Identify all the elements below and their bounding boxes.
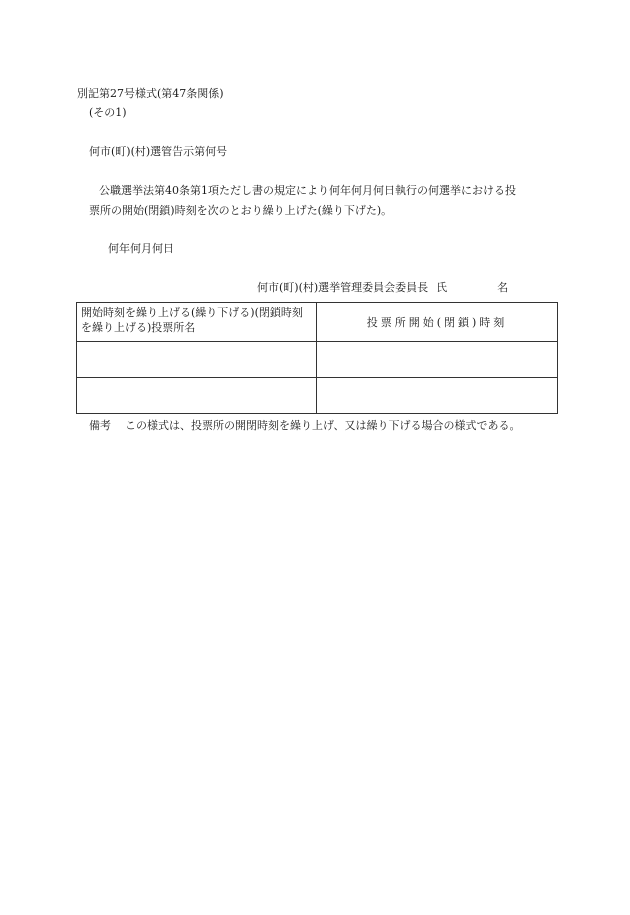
remarks-label: 備考 xyxy=(89,419,111,432)
table-row xyxy=(77,378,558,414)
polling-station-table xyxy=(76,302,558,414)
remarks-text: この様式は、投票所の開閉時刻を繰り上げ、又は繰り下げる場合の様式である。 xyxy=(125,419,521,432)
header-station-name: 開始時刻を繰り上げる(繰り下げる)(閉鎖時刻を繰り上げる)投票所名 xyxy=(77,303,317,342)
table-row xyxy=(77,342,558,378)
body-text-line-2: 票所の開始(閉鎖)時刻を次のとおり繰り上げた(繰り下げた)。 xyxy=(89,204,393,217)
signature-line xyxy=(257,282,508,293)
time-cell[interactable] xyxy=(317,342,558,378)
signature-title: 何市(町)(村)選挙管理委員会委員長 xyxy=(257,281,429,294)
form-sub-reference: (その1) xyxy=(89,106,127,119)
header-open-close-time: 投票所開始(閉鎖)時刻 xyxy=(317,303,558,342)
signature-name-given: 名 xyxy=(497,281,509,294)
notice-number: 何市(町)(村)選管告示第何号 xyxy=(89,145,228,158)
station-name-cell[interactable] xyxy=(77,378,317,414)
form-reference: 別記第27号様式(第47条関係) xyxy=(77,87,224,100)
notice-date: 何年何月何日 xyxy=(108,242,174,255)
remarks xyxy=(89,420,521,431)
time-cell[interactable] xyxy=(317,378,558,414)
table-header-row xyxy=(77,303,558,342)
body-text-line-1: 公職選挙法第40条第1項ただし書の規定により何年何月何日執行の何選挙における投 xyxy=(99,184,516,197)
signature-name-surname: 氏 xyxy=(436,281,448,294)
station-name-cell[interactable] xyxy=(77,342,317,378)
